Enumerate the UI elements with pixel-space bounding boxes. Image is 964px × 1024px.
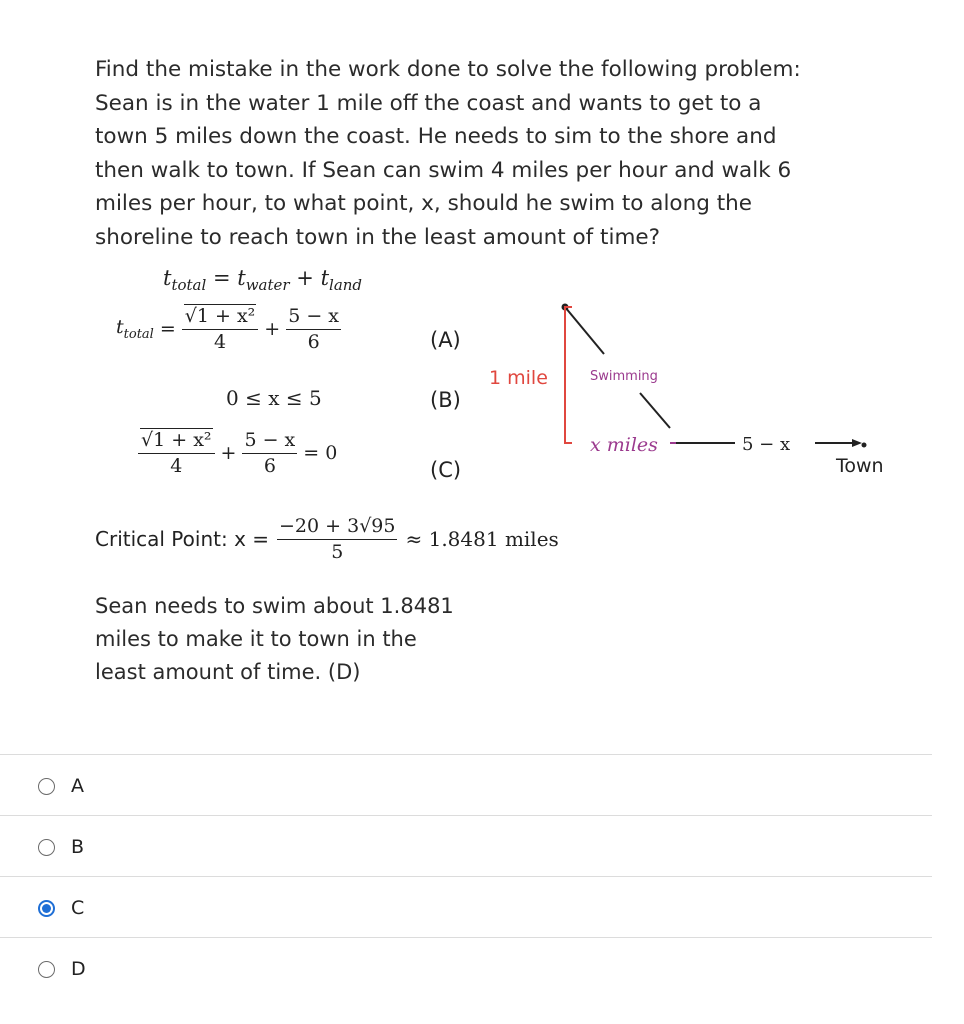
fraction-walk: $\frac{5 - x}{6}$ bbox=[244, 429, 296, 477]
one-mile-label: 1 mile bbox=[489, 367, 548, 389]
problem-line: miles per hour, to what point, x, should he swim to along the bbox=[95, 191, 752, 217]
problem-line: shoreline to reach town in the least amount of time? bbox=[95, 224, 661, 250]
problem-statement bbox=[95, 53, 865, 255]
x-miles-label: x miles bbox=[590, 434, 658, 456]
choice-label: C bbox=[71, 897, 85, 919]
swim-path-upper bbox=[565, 307, 604, 354]
radio-button-icon[interactable] bbox=[38, 778, 55, 795]
town-label: Town bbox=[836, 455, 884, 477]
equation-a: $t_{total}$ = $\frac{\text{√1 + x²}}{4}$ + $\frac{5 - x}{6}$ bbox=[116, 305, 340, 353]
radio-button-icon[interactable] bbox=[38, 839, 55, 856]
five-minus-x-label: 5 − x bbox=[742, 434, 791, 455]
arrow-head bbox=[852, 439, 862, 447]
domain: 0 ≤ x ≤ 5 bbox=[226, 386, 322, 410]
radio-button-icon[interactable] bbox=[38, 961, 55, 978]
conclusion-line: least amount of time. (D) bbox=[95, 660, 361, 684]
choice-label: B bbox=[71, 836, 85, 858]
critical-point: Critical Point: x = $\frac{-20 + 3√95}{5}$ ≈ 1.8481 miles bbox=[95, 515, 559, 563]
swimming-label: Swimming bbox=[590, 369, 658, 384]
swim-path-lower bbox=[640, 393, 670, 428]
choice-label: A bbox=[71, 775, 84, 797]
problem-line: town 5 miles down the coast. He needs to sim to the shore and bbox=[95, 124, 777, 150]
one-mile-bracket bbox=[565, 307, 572, 443]
fraction-swim: $\frac{\text{√1 + x²}}{4}$ bbox=[138, 430, 215, 477]
equation-c: $\frac{\text{√1 + x²}}{4}$ + $\frac{5 - x}{6}$ = 0 bbox=[138, 430, 337, 477]
radio-button-checked-icon[interactable] bbox=[38, 900, 55, 917]
conclusion bbox=[95, 590, 454, 689]
label-a: (A) bbox=[430, 328, 461, 352]
fraction-walk: $\frac{5 - x}{6}$ bbox=[288, 305, 340, 353]
critical-fraction: $\frac{-20 + 3√95}{5}$ bbox=[279, 515, 396, 563]
choice-c[interactable] bbox=[0, 876, 932, 937]
problem-line: Find the mistake in the work done to solve the following problem: bbox=[95, 57, 801, 82]
conclusion-line: Sean needs to swim about 1.8481 bbox=[95, 594, 454, 618]
label-c: (C) bbox=[430, 458, 462, 482]
label-b: (B) bbox=[430, 388, 461, 412]
answer-choices bbox=[0, 754, 932, 998]
problem-line: then walk to town. If Sean can swim 4 miles per hour and walk 6 bbox=[95, 157, 792, 183]
problem-line: Sean is in the water 1 mile off the coast and wants to get to a bbox=[95, 90, 762, 116]
choice-d[interactable] bbox=[0, 937, 932, 998]
town-point bbox=[862, 443, 867, 448]
choice-a[interactable] bbox=[0, 754, 932, 815]
time-definition: $t_{total} = t_{water} + t_{land}$ bbox=[163, 266, 363, 295]
conclusion-line: miles to make it to town in the bbox=[95, 627, 417, 651]
fraction-swim: $\frac{\text{√1 + x²}}{4}$ bbox=[182, 306, 259, 353]
choice-b[interactable] bbox=[0, 815, 932, 876]
choice-label: D bbox=[71, 958, 86, 980]
